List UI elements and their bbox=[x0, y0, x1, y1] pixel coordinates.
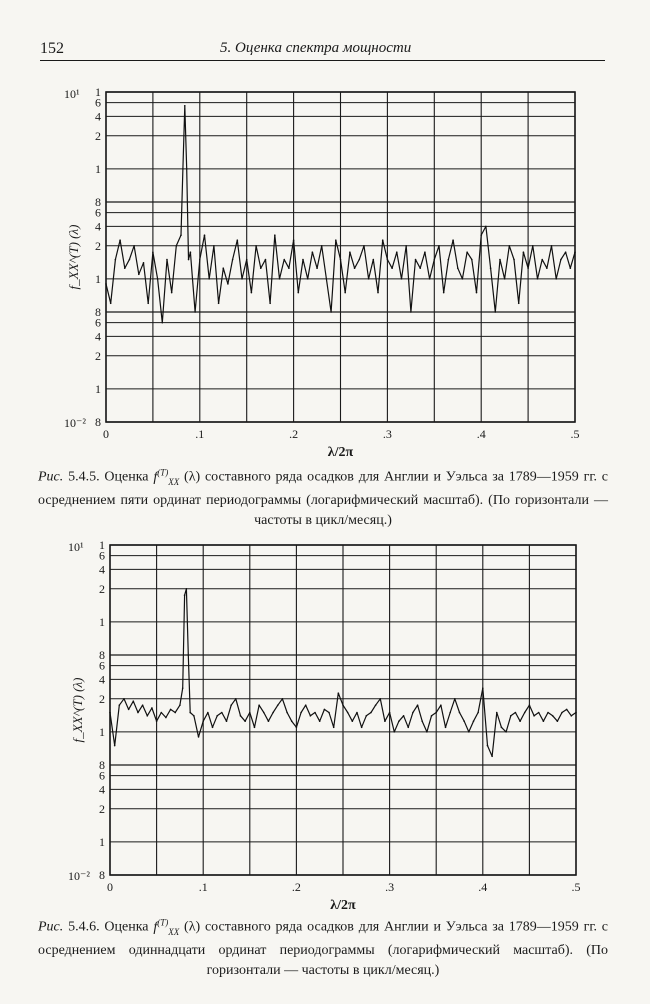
y-tick-label: 1 bbox=[95, 381, 101, 396]
data-point bbox=[182, 168, 184, 170]
formula-base: f bbox=[153, 919, 158, 935]
data-point bbox=[232, 259, 234, 261]
data-point bbox=[431, 715, 433, 717]
data-point bbox=[146, 715, 148, 717]
y-tick-label: 2 bbox=[99, 691, 105, 706]
x-axis-label: λ/2π bbox=[327, 445, 354, 460]
data-point bbox=[138, 274, 140, 276]
data-point bbox=[240, 715, 242, 717]
data-point bbox=[509, 245, 511, 247]
y-tick-label: 2 bbox=[95, 238, 101, 253]
y-tick-label: 8 bbox=[99, 758, 105, 772]
data-point bbox=[174, 712, 176, 714]
data-point bbox=[435, 712, 437, 714]
data-point bbox=[123, 698, 125, 700]
data-point bbox=[354, 267, 356, 269]
data-point bbox=[216, 715, 218, 717]
data-point bbox=[352, 720, 354, 722]
y-tick-label: 4 bbox=[99, 562, 105, 577]
data-point bbox=[463, 720, 465, 722]
data-point bbox=[340, 259, 342, 261]
data-point bbox=[560, 259, 562, 261]
data-point bbox=[410, 311, 412, 313]
x-tick-label: .3 bbox=[385, 880, 395, 894]
data-point bbox=[543, 720, 545, 722]
data-point bbox=[533, 715, 535, 717]
data-point bbox=[226, 720, 228, 722]
data-point bbox=[547, 712, 549, 714]
data-point bbox=[398, 720, 400, 722]
y-tick-label: 8 bbox=[95, 305, 101, 319]
data-point bbox=[405, 245, 407, 247]
data-point bbox=[188, 259, 190, 261]
y-axis-label: f_XX^(T) (λ) bbox=[66, 224, 81, 290]
data-point bbox=[142, 704, 144, 706]
x-tick-label: .1 bbox=[198, 880, 208, 894]
data-point bbox=[335, 239, 337, 241]
y-tick-label: 6 bbox=[95, 315, 101, 330]
figure-5-4-6-caption bbox=[38, 912, 608, 981]
data-point bbox=[213, 245, 215, 247]
data-point bbox=[246, 259, 248, 261]
data-point bbox=[227, 283, 229, 285]
page-number: 152 bbox=[40, 40, 64, 57]
data-point bbox=[255, 245, 257, 247]
x-tick-label: 0 bbox=[103, 427, 109, 441]
data-point bbox=[249, 712, 251, 714]
data-point bbox=[180, 234, 182, 236]
data-point bbox=[417, 704, 419, 706]
x-tick-label: .4 bbox=[476, 427, 486, 441]
data-point bbox=[490, 267, 492, 269]
y-tick-label: 1 bbox=[99, 538, 105, 552]
data-point bbox=[286, 712, 288, 714]
x-axis-label: λ/2π bbox=[330, 898, 356, 913]
data-point bbox=[477, 712, 479, 714]
data-point bbox=[358, 259, 360, 261]
data-point bbox=[501, 727, 503, 729]
data-point bbox=[524, 712, 526, 714]
figure-5-4-6-chart bbox=[0, 525, 650, 915]
data-point bbox=[421, 720, 423, 722]
data-point bbox=[129, 259, 131, 261]
data-point bbox=[504, 278, 506, 280]
caption-formula bbox=[153, 917, 180, 937]
data-point bbox=[157, 278, 159, 280]
data-point bbox=[288, 267, 290, 269]
y-decade-label-bottom: 10⁻² bbox=[68, 869, 90, 883]
data-point bbox=[494, 311, 496, 313]
y-decade-label-bottom: 10⁻² bbox=[64, 416, 86, 430]
formula-sup: (T) bbox=[157, 917, 169, 927]
data-point bbox=[491, 755, 493, 757]
data-point bbox=[513, 259, 515, 261]
y-tick-label: 6 bbox=[99, 768, 105, 783]
y-tick-label: 1 bbox=[95, 85, 101, 99]
data-point bbox=[393, 731, 395, 733]
caption-label: Рис. bbox=[38, 469, 64, 485]
data-point bbox=[193, 715, 195, 717]
data-point bbox=[448, 259, 450, 261]
data-point bbox=[314, 712, 316, 714]
data-point bbox=[574, 251, 576, 253]
data-point bbox=[445, 727, 447, 729]
data-point bbox=[263, 712, 265, 714]
data-point bbox=[471, 259, 473, 261]
data-point bbox=[389, 712, 391, 714]
data-point bbox=[319, 720, 321, 722]
x-tick-label: 0 bbox=[107, 880, 113, 894]
data-point bbox=[222, 267, 224, 269]
data-point bbox=[496, 712, 498, 714]
data-point bbox=[241, 278, 243, 280]
data-point bbox=[115, 259, 117, 261]
caption-text: (λ) составного ряда осадков для Англии и Уэльса за 1789—1959 гг. с осреднением пяти ординат периодограммы (логарифмический масштаб). (По горизонтали — частоты в цикл/месяц.) bbox=[38, 469, 609, 529]
data-point bbox=[254, 727, 256, 729]
data-point bbox=[438, 245, 440, 247]
caption-lead: Оценка bbox=[104, 919, 149, 935]
data-point bbox=[476, 292, 478, 294]
data-point bbox=[468, 731, 470, 733]
y-tick-label: 4 bbox=[95, 109, 101, 124]
data-point bbox=[424, 251, 426, 253]
data-point bbox=[366, 715, 368, 717]
data-point bbox=[151, 707, 153, 709]
data-point bbox=[349, 251, 351, 253]
data-point bbox=[258, 704, 260, 706]
data-point bbox=[302, 259, 304, 261]
page-header bbox=[40, 36, 605, 60]
y-tick-label: 8 bbox=[95, 415, 101, 429]
data-point bbox=[305, 704, 307, 706]
formula-sub: XX bbox=[168, 926, 180, 937]
y-tick-label: 2 bbox=[95, 128, 101, 143]
data-point bbox=[443, 292, 445, 294]
data-point bbox=[114, 745, 116, 747]
data-point bbox=[300, 712, 302, 714]
y-tick-label: 1 bbox=[99, 724, 105, 739]
data-point bbox=[187, 654, 189, 656]
data-point bbox=[384, 720, 386, 722]
data-point bbox=[321, 245, 323, 247]
data-point bbox=[555, 278, 557, 280]
data-point bbox=[387, 259, 389, 261]
data-point bbox=[119, 239, 121, 241]
x-tick-label: .4 bbox=[478, 880, 488, 894]
data-point bbox=[379, 698, 381, 700]
data-point bbox=[166, 259, 168, 261]
data-point bbox=[208, 278, 210, 280]
data-point bbox=[347, 712, 349, 714]
caption-number: 5.4.5. bbox=[68, 469, 100, 485]
data-point bbox=[176, 245, 178, 247]
data-point bbox=[221, 712, 223, 714]
data-point bbox=[440, 704, 442, 706]
data-point bbox=[310, 715, 312, 717]
data-point bbox=[505, 731, 507, 733]
data-point bbox=[291, 720, 293, 722]
data-point bbox=[391, 267, 393, 269]
data-point bbox=[204, 234, 206, 236]
data-point bbox=[466, 251, 468, 253]
data-point bbox=[124, 267, 126, 269]
data-point bbox=[537, 278, 539, 280]
y-tick-label: 8 bbox=[99, 648, 105, 662]
formula-base: f bbox=[153, 469, 158, 485]
running-title: 5. Оценка спектра мощности bbox=[220, 40, 412, 56]
data-point bbox=[143, 262, 145, 264]
data-point bbox=[189, 712, 191, 714]
caption-text: (λ) составного ряда осадков для Англии и Уэльса за 1789—1959 гг. с осреднением одиннадцати ординат периодограммы (логарифмический масштаб). (По горизонтали — частоты в цикл/месяц.) bbox=[38, 919, 609, 979]
data-point bbox=[570, 267, 572, 269]
data-point bbox=[370, 712, 372, 714]
data-point bbox=[184, 105, 186, 107]
data-point bbox=[434, 259, 436, 261]
data-point bbox=[419, 267, 421, 269]
data-point bbox=[186, 588, 188, 590]
data-point bbox=[324, 709, 326, 711]
data-point bbox=[415, 259, 417, 261]
data-point bbox=[133, 245, 135, 247]
x-tick-label: .2 bbox=[289, 427, 299, 441]
x-tick-label: .1 bbox=[195, 427, 205, 441]
data-point bbox=[147, 302, 149, 304]
y-decade-label-top: 10¹ bbox=[68, 540, 84, 554]
data-point bbox=[482, 687, 484, 689]
data-point bbox=[282, 698, 284, 700]
data-point bbox=[312, 251, 314, 253]
data-point bbox=[190, 251, 192, 253]
data-point bbox=[426, 731, 428, 733]
data-point bbox=[462, 278, 464, 280]
data-point bbox=[128, 709, 130, 711]
data-point bbox=[375, 704, 377, 706]
caption-number: 5.4.6. bbox=[68, 919, 100, 935]
data-point bbox=[330, 311, 332, 313]
data-point bbox=[575, 712, 577, 714]
x-tick-label: .2 bbox=[291, 880, 301, 894]
data-point bbox=[529, 704, 531, 706]
data-point bbox=[342, 704, 344, 706]
data-point bbox=[368, 278, 370, 280]
data-point bbox=[403, 715, 405, 717]
data-point bbox=[487, 745, 489, 747]
data-point bbox=[557, 720, 559, 722]
data-point bbox=[235, 698, 237, 700]
data-point bbox=[194, 311, 196, 313]
data-point bbox=[212, 727, 214, 729]
data-point bbox=[218, 302, 220, 304]
data-point bbox=[328, 712, 330, 714]
data-point bbox=[541, 259, 543, 261]
data-point bbox=[184, 594, 186, 596]
caption-label: Рис. bbox=[38, 919, 64, 935]
data-point bbox=[396, 251, 398, 253]
data-point bbox=[480, 234, 482, 236]
data-point bbox=[230, 704, 232, 706]
data-point bbox=[518, 302, 520, 304]
data-point bbox=[429, 278, 431, 280]
data-point bbox=[363, 245, 365, 247]
y-tick-label: 4 bbox=[99, 672, 105, 687]
data-point bbox=[551, 245, 553, 247]
data-point bbox=[156, 720, 158, 722]
data-point bbox=[297, 292, 299, 294]
data-point bbox=[170, 709, 172, 711]
data-point bbox=[485, 226, 487, 228]
data-point bbox=[283, 259, 285, 261]
header-rule bbox=[40, 60, 605, 61]
data-point bbox=[105, 283, 107, 285]
data-point bbox=[237, 239, 239, 241]
data-point bbox=[538, 712, 540, 714]
data-point bbox=[171, 292, 173, 294]
y-tick-label: 1 bbox=[95, 161, 101, 176]
data-point bbox=[265, 259, 267, 261]
y-tick-label: 1 bbox=[95, 271, 101, 286]
data-point bbox=[251, 292, 253, 294]
data-point bbox=[515, 712, 517, 714]
y-tick-label: 8 bbox=[99, 868, 105, 882]
y-tick-label: 1 bbox=[99, 834, 105, 849]
y-tick-label: 6 bbox=[99, 548, 105, 563]
data-point bbox=[279, 278, 281, 280]
data-point bbox=[274, 234, 276, 236]
data-point bbox=[565, 251, 567, 253]
data-point bbox=[326, 278, 328, 280]
data-point bbox=[316, 267, 318, 269]
data-point bbox=[272, 712, 274, 714]
figure-5-4-5-caption bbox=[38, 462, 608, 531]
data-point bbox=[160, 712, 162, 714]
caption-lead: Оценка bbox=[104, 469, 149, 485]
data-point bbox=[119, 704, 121, 706]
data-point bbox=[412, 712, 414, 714]
data-point bbox=[260, 267, 262, 269]
data-point bbox=[161, 322, 163, 324]
data-point bbox=[519, 720, 521, 722]
data-point bbox=[459, 712, 461, 714]
data-point bbox=[473, 720, 475, 722]
data-point bbox=[382, 239, 384, 241]
data-point bbox=[561, 712, 563, 714]
data-point bbox=[152, 251, 154, 253]
data-point bbox=[407, 727, 409, 729]
data-point bbox=[137, 712, 139, 714]
data-point bbox=[268, 720, 270, 722]
data-point bbox=[373, 259, 375, 261]
y-tick-label: 2 bbox=[99, 581, 105, 596]
data-point bbox=[344, 292, 346, 294]
data-point bbox=[207, 712, 209, 714]
data-point bbox=[338, 692, 340, 694]
data-point bbox=[401, 278, 403, 280]
data-point bbox=[356, 712, 358, 714]
data-point bbox=[546, 267, 548, 269]
y-tick-label: 4 bbox=[99, 782, 105, 797]
y-tick-label: 8 bbox=[95, 195, 101, 209]
data-point bbox=[244, 720, 246, 722]
data-point bbox=[199, 259, 201, 261]
data-point bbox=[457, 267, 459, 269]
y-tick-label: 2 bbox=[95, 348, 101, 363]
data-point bbox=[571, 715, 573, 717]
data-point bbox=[133, 700, 135, 702]
y-tick-label: 4 bbox=[95, 219, 101, 234]
data-point bbox=[377, 292, 379, 294]
data-point bbox=[449, 712, 451, 714]
y-axis-label: f_XX^(T) (λ) bbox=[70, 677, 85, 743]
data-point bbox=[198, 736, 200, 738]
data-point bbox=[361, 727, 363, 729]
data-point bbox=[186, 168, 188, 170]
data-point bbox=[110, 302, 112, 304]
data-point bbox=[333, 727, 335, 729]
data-point bbox=[109, 712, 111, 714]
y-tick-label: 4 bbox=[95, 329, 101, 344]
y-tick-label: 6 bbox=[99, 658, 105, 673]
y-decade-label-top: 10¹ bbox=[64, 87, 80, 101]
data-point bbox=[293, 239, 295, 241]
data-point bbox=[179, 704, 181, 706]
data-point bbox=[296, 727, 298, 729]
data-point bbox=[532, 245, 534, 247]
data-point bbox=[523, 251, 525, 253]
y-tick-label: 2 bbox=[99, 801, 105, 816]
data-point bbox=[510, 715, 512, 717]
data-point bbox=[269, 302, 271, 304]
data-point bbox=[552, 715, 554, 717]
y-tick-label: 6 bbox=[95, 95, 101, 110]
x-tick-label: .3 bbox=[382, 427, 392, 441]
data-point bbox=[307, 278, 309, 280]
data-point bbox=[202, 720, 204, 722]
caption-formula bbox=[153, 467, 180, 487]
formula-sup: (T) bbox=[157, 467, 169, 477]
y-tick-label: 6 bbox=[95, 205, 101, 220]
data-point bbox=[182, 687, 184, 689]
data-point bbox=[499, 259, 501, 261]
formula-sub: XX bbox=[168, 476, 180, 487]
y-tick-label: 1 bbox=[99, 614, 105, 629]
x-tick-label: .5 bbox=[571, 880, 581, 894]
data-point bbox=[165, 717, 167, 719]
data-point bbox=[454, 698, 456, 700]
data-point bbox=[277, 704, 279, 706]
data-point bbox=[527, 267, 529, 269]
data-point bbox=[566, 709, 568, 711]
x-tick-label: .5 bbox=[570, 427, 580, 441]
data-point bbox=[452, 239, 454, 241]
